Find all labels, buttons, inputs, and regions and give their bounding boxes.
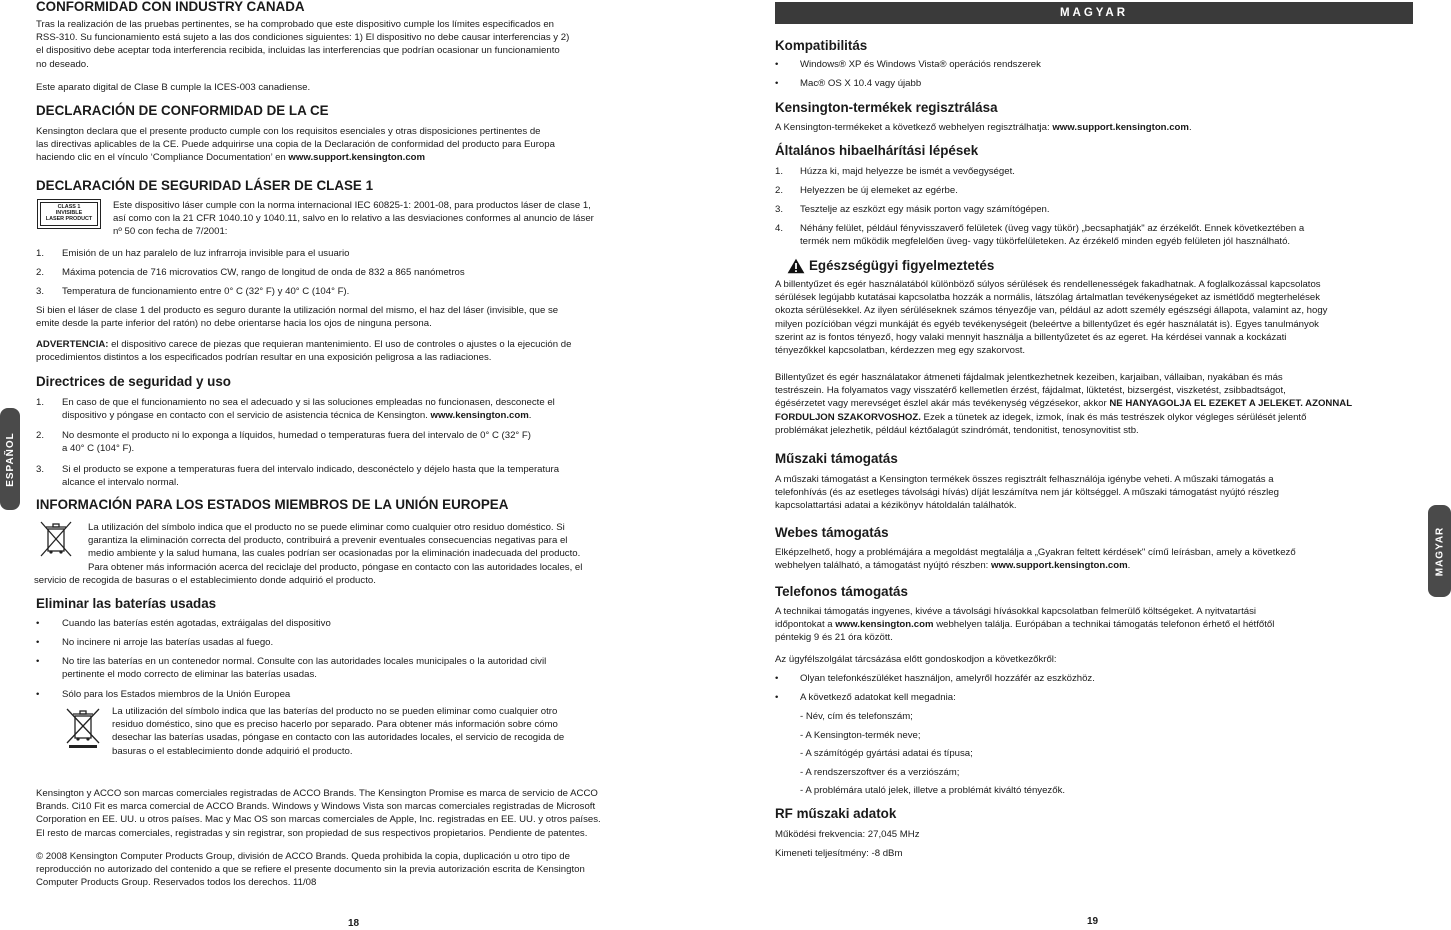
text-line: el dispositivo debe aceptar toda interferencia recibida, incluidas las interferencias que podrían ocasionar un funcionamiento: [36, 45, 560, 57]
left-page: [36, 0, 676, 930]
language-banner: MAGYAR: [775, 2, 1413, 24]
heading-web-support: Webes támogatás: [775, 525, 889, 540]
bullet: •: [775, 78, 779, 89]
tech-support-text: [775, 473, 1415, 513]
text-line: residuo doméstico, sino que es preciso hacerlo por separado. Para obtener más información sobre cómo: [112, 719, 558, 731]
battery-eu-text: [112, 705, 676, 758]
phone-support-intro: Az ügyfélszolgálat tárcsázása előtt gondoskodjon a következőkről:: [775, 654, 1057, 665]
item-number: 1.: [36, 397, 45, 408]
text-line: szerint az is fontos tényező, hogy valaki mennyit használja a billentyűzetet és az egeret. Ha kérdései vannak a kockázati: [775, 331, 1287, 343]
register-text: [775, 121, 1415, 134]
text-span: Ezek a tünetek az idegek, izmok, ínak és más testrészek olykor végleges sérülését jelentő: [920, 411, 1307, 423]
text-line: En caso de que el funcionamiento no sea el adecuado y si las soluciones empleadas no funcionasen, desconecte el: [62, 397, 555, 408]
text-line: Este dispositivo láser cumple con la norma internacional IEC 60825-1: 2001-08, para productos láser de clase 1,: [113, 200, 591, 211]
item-text: [62, 396, 676, 422]
health-text-1: [775, 278, 1415, 357]
warning-bold: FORDULJON SZAKORVOSHOZ.: [775, 411, 921, 423]
crossed-battery-bin-icon: [64, 706, 102, 748]
text-line: [36, 338, 676, 351]
text-span: dispositivo y póngase en contacto con el servicio de asistencia técnica de Kensington.: [62, 410, 431, 422]
sub-item: - A rendszerszoftver és a verziószám;: [800, 767, 960, 778]
heading-eu: INFORMACIÓN PARA LOS ESTADOS MIEMBROS DE LA UNIÓN EUROPEA: [36, 497, 509, 512]
item-number: 2.: [36, 430, 45, 441]
list-item: [36, 396, 676, 424]
text-line: [775, 397, 1415, 410]
warning-label: ADVERTENCIA:: [36, 339, 109, 350]
text-line: [775, 411, 1415, 424]
item-number: 4.: [775, 223, 784, 234]
compliance-link[interactable]: www.support.kensington.com: [288, 152, 426, 164]
text-line: testrészein. Ha folyamatos vagy visszatérő kellemetlen érzést, fájdalmat, lüktetést, bizsergést, viszketést, zsibbadtságot,: [775, 385, 1286, 397]
list-item: [775, 222, 1415, 250]
text-line: nº 50 con fecha de 7/2001:: [113, 226, 228, 238]
text-line: basuras o el establecimiento donde adquirió el producto.: [112, 745, 353, 757]
text-line: Kensington declara que el presente producto cumple con los requisitos esenciales y otras disposiciones pertinentes de: [36, 126, 541, 137]
item-text: Sólo para los Estados miembros de la Unión Europea: [62, 689, 291, 700]
eu-text: [88, 521, 676, 574]
text-line: okozta sérülésekkel. Az ilyen sérüléseknek számos tényezője van, például az adott személy egészségi állapota, valamint az, hogy: [775, 305, 1328, 317]
text-line: El resto de marcas comerciales, registradas y sin registrar, son propiedad de sus respectivos propietarios. Pendiente de patentes.: [36, 827, 588, 839]
laser-text: [113, 199, 676, 239]
heading-phone-support: Telefonos támogatás: [775, 584, 908, 599]
item-text: Helyezzen be új elemeket az egérbe.: [800, 185, 958, 196]
text-span: haciendo clic en el vínculo ‘Compliance Documentation’ en: [36, 152, 289, 164]
item-number: 2.: [36, 267, 45, 278]
side-tab-espanol: [0, 408, 20, 510]
health-text-2: [775, 371, 1415, 437]
text-line: péntekig 9 és 21 óra között.: [775, 632, 893, 644]
item-text: [800, 222, 1415, 248]
text-line: pertinente el modo correcto de eliminar las baterías usadas.: [62, 669, 317, 681]
item-number: 3.: [775, 204, 784, 215]
bullet: •: [36, 689, 40, 700]
item-text: [62, 463, 676, 489]
warning-bold: NE HANYAGOLJA EL EZEKET A JELEKET. AZONNAL: [1109, 398, 1353, 410]
text-line: [36, 151, 676, 164]
text-line: Tras la realización de las pruebas pertinentes, se ha comprobado que este dispositivo cumple los límites especificados en: [36, 19, 554, 30]
list-item: [36, 429, 676, 457]
text-span: .: [528, 410, 532, 422]
text-line: reproducción no autorizado del contenido a que se refiere el presente documento sin la previa autorización escrita de Kensington: [36, 864, 585, 876]
text-span: webhelyen található, a támogatást nyújtó részben:: [775, 560, 991, 572]
text-line: © 2008 Kensington Computer Products Group, división de ACCO Brands. Queda prohibida la copia, duplicación u otro tipo de: [36, 851, 570, 862]
text-line: Si el producto se expone a temperaturas fuera del intervalo indicado, desconéctelo y déjelo hasta que la temperatura: [62, 464, 560, 475]
support-link[interactable]: www.support.kensington.com: [991, 560, 1128, 572]
item-number: 1.: [775, 166, 784, 177]
text-line: No desmonte el producto ni lo exponga a líquidos, humedad o temperaturas fuera del intervalo de 0° C (32° F): [62, 430, 531, 441]
text-line: Corporation en EE. UU. u otros países. Mac y Mac OS son marcas comerciales de Apple, Inc. registradas en EE. UU. y otros países.: [36, 814, 601, 826]
item-text: Tesztelje az eszközt egy másik porton vagy számítógépen.: [800, 204, 1050, 215]
rf-frequency: Működési frekvencia: 27,045 MHz: [775, 829, 920, 840]
text-span: webhelyen találja. Európában a technikai támogatás telefonon érhető el hétfőtől: [933, 619, 1275, 631]
heading-register: Kensington-termékek regisztrálása: [775, 100, 998, 115]
trademarks-text: [36, 787, 676, 840]
item-text: [62, 655, 676, 681]
text-line: garantiza la eliminación correcta del producto, contribuirá a prevenir eventuales consecuencias negativas para el: [88, 535, 568, 547]
text-line: Si bien el láser de clase 1 del producto es seguro durante la utilización normal del mismo, el haz del láser (invisible, que se: [36, 305, 559, 316]
right-page: [775, 0, 1415, 930]
ce-text: [36, 125, 676, 165]
text-line: A billentyűzet és egér használatából különböző súlyos sérülések és rendellenességek fakadhatnak. A foglalkozással kapcsolatos: [775, 279, 1321, 290]
item-number: 1.: [36, 248, 45, 259]
heading-troubleshooting: Általános hibaelhárítási lépések: [775, 143, 979, 158]
text-line: La utilización del símbolo indica que las baterías del producto no se pueden eliminar como cualquier otro: [112, 706, 558, 717]
text-line: [775, 618, 1415, 631]
item-text: Mac® OS X 10.4 vagy újabb: [800, 78, 922, 89]
text-line: [62, 409, 676, 422]
text-span: égésérzetet vagy merevséget észlel akár más tevékenység végzésekor, akkor: [775, 398, 1110, 410]
heading-batteries: Eliminar las baterías usadas: [36, 596, 217, 611]
text-line: tényezőkkel kapcsolatban, kérdezzen meg egy szakorvost.: [775, 345, 1026, 357]
item-text: Cuando las baterías estén agotadas, extráigalas del dispositivo: [62, 618, 331, 629]
item-text: Emisión de un haz paralelo de luz infrarroja invisible para el usuario: [62, 248, 350, 259]
item-text: A következő adatokat kell megadnia:: [800, 692, 956, 703]
bullet: •: [36, 656, 40, 667]
item-number: 3.: [36, 464, 45, 475]
badge-line: LASER PRODUCT: [45, 216, 93, 223]
crossed-bin-icon: [38, 519, 74, 559]
text-line: problémákat jelezhetik, például kéztőalagút szindrómát, tendonitist, tenosynovitist stb.: [775, 424, 1139, 436]
item-number: 2.: [775, 185, 784, 196]
text-line: procedimientos distintos a los especificados podrían resultar en una exposición peligrosa a las radiaciones.: [36, 352, 492, 364]
sub-item: - A számítógép gyártási adatai és típusa;: [800, 748, 973, 759]
item-number: 3.: [36, 286, 45, 297]
item-text: [62, 429, 676, 455]
text-line: las directivas aplicables de la CE. Puede adquirirse una copia de la Declaración de conformidad del producto para Europa: [36, 139, 555, 151]
text-line: no deseado.: [36, 58, 89, 70]
laser-warning: [36, 338, 676, 364]
text-line: A műszaki támogatást a Kensington termékek összes regisztrált felhasználója igénybe veheti. A műszaki támogatás a: [775, 474, 1274, 485]
text-line: termék nem működik megfelelően üveg- vagy tükörfelületeken. Az érzékelő minden egyéb felületen jól használható.: [800, 236, 1291, 248]
text-line: desechar las baterías usadas, póngase en contacto con las autoridades locales, el servicio de recogida de: [112, 732, 565, 744]
text-line: [775, 559, 1415, 572]
sub-item: - Név, cím és telefonszám;: [800, 711, 913, 722]
text-line: así como con la 21 CFR 1040.10 y 1040.11, salvo en lo relativo a las desviaciones conformes al anuncio de láser: [113, 213, 594, 225]
text-line: Elképzelhető, hogy a problémájára a megoldást megtalálja a „Gyakran feltett kérdések" című leírásban, amely a következő: [775, 547, 1296, 558]
bullet: •: [36, 637, 40, 648]
item-text: No incinere ni arroje las baterías usadas al fuego.: [62, 637, 274, 648]
bullet: •: [775, 673, 779, 684]
heading-laser: DECLARACIÓN DE SEGURIDAD LÁSER DE CLASE 1: [36, 178, 374, 193]
text-span: .: [1127, 560, 1131, 572]
text-line: La utilización del símbolo indica que el producto no se puede eliminar como cualquier otro residuo doméstico. Si: [88, 522, 565, 533]
industry-canada-text: [36, 18, 676, 71]
text-line: No tire las baterías en un contenedor normal. Consulte con las autoridades locales municipales o la autoridad civil: [62, 656, 547, 667]
text-span: .: [1188, 122, 1192, 133]
text-span: el dispositivo carece de piezas que requieran mantenimiento. El uso de controles o ajustes o la ejecución de: [108, 339, 572, 350]
side-tab-magyar: [1428, 505, 1451, 597]
item-text: Windows® XP és Windows Vista® operációs rendszerek: [800, 59, 1041, 70]
list-item: [36, 463, 676, 491]
page-number: 18: [348, 918, 360, 929]
heading-tech-support: Műszaki támogatás: [775, 451, 898, 466]
heading-ce: DECLARACIÓN DE CONFORMIDAD DE LA CE: [36, 103, 329, 118]
text-line: Kensington y ACCO son marcas comerciales registradas de ACCO Brands. The Kensington Promise es marca de servicio de ACCO: [36, 788, 598, 799]
rf-power: Kimeneti teljesítmény: -8 dBm: [775, 848, 903, 859]
side-tab-label: ESPAÑOL: [4, 431, 16, 487]
text-line: Para obtener más información acerca del reciclaje del producto, póngase en contacto con las autoridades locales, el: [88, 561, 583, 573]
page-number: 19: [1087, 916, 1099, 927]
item-text: Temperatura de funcionamiento entre 0° C (32° F) y 40° C (104° F).: [62, 286, 350, 297]
web-support-text: [775, 546, 1415, 572]
register-link[interactable]: www.support.kensington.com: [1052, 122, 1189, 133]
kensington-link[interactable]: www.kensington.com: [835, 619, 934, 631]
text-line: milyen pozícióban végzi munkáját és egyéb tevékenységeit (beleértve a billentyűzet és egér használatát is). Egyes tanulmányok: [775, 318, 1319, 330]
heading-safety: Directrices de seguridad y uso: [36, 374, 231, 389]
eu-text-last: servicio de recogida de basuras o el establecimiento donde adquirió el producto.: [34, 575, 376, 586]
item-text: Olyan telefonkészüléket használjon, amelyről hozzáfér az eszközhöz.: [800, 673, 1095, 684]
text-line: A technikai támogatás ingyenes, kivéve a távolsági hívásokkal kapcsolatban felmerülő költségeket. A nyitvatartási: [775, 606, 1257, 617]
text-line: alcance el intervalo normal.: [62, 477, 179, 489]
laser-note: [36, 304, 676, 330]
kensington-link[interactable]: www.kensington.com: [430, 410, 529, 422]
phone-support-text: [775, 605, 1415, 645]
text-line: Brands. Ci10 Fit es marca comercial de ACCO Brands. Windows y Windows Vista son marcas comerciales registradas de Microsoft: [36, 801, 596, 813]
warning-icon: [787, 258, 805, 274]
text-line: a 40° C (104° F).: [62, 443, 135, 455]
text-line: Néhány felület, például fényvisszaverő felületek (üveg vagy tükör) „becsaphatják" az érzékelőt. Ennek következtében a: [800, 223, 1305, 234]
text-line: sérülések legújabb kutatásai kapcsolatba hozzák a normális, látszólag ártalmatlan tevékenységeket az ismétlődő megterhelések: [775, 292, 1321, 304]
side-tab-label: MAGYAR: [1434, 526, 1445, 576]
heading-compatibility: Kompatibilitás: [775, 38, 868, 53]
badge-line: CLASS 1: [57, 204, 81, 210]
bullet: •: [36, 618, 40, 629]
text-line: Billentyűzet és egér használatakor átmeneti fájdalmak jelentkezhetnek kezeiben, karjaiban, vállaiban, nyakában és más: [775, 372, 1283, 383]
text-span: A Kensington-termékeket a következő webhelyen regisztrálhatja:: [775, 122, 1053, 133]
sub-item: - A Kensington-termék neve;: [800, 730, 921, 741]
text-line: kapcsolattartási adatai a kézikönyv hátoldalán találhatók.: [775, 500, 1017, 512]
text-span: időpontokat a: [775, 619, 836, 631]
item-text: Húzza ki, majd helyezze be ismét a vevőegységet.: [800, 166, 1015, 177]
list-item: [36, 655, 676, 683]
heading-rf: RF műszaki adatok: [775, 806, 897, 821]
text-line: RSS-310. Su funcionamiento está sujeto a las dos condiciones siguientes: 1) El dispositivo no debe causar interferencias y 2): [36, 32, 570, 44]
text-line: medio ambiente y la salud humana, las cuales podrían ser ocasionadas por la eliminación inadecuada del producto.: [88, 548, 581, 560]
class-b-text: Este aparato digital de Clase B cumple la ICES-003 canadiense.: [36, 82, 311, 93]
bullet: •: [775, 59, 779, 70]
text-line: Computer Products Group. Reservados todos los derechos. 11/08: [36, 877, 317, 889]
laser-class-badge: [37, 199, 101, 229]
sub-item: - A problémára utaló jelek, illetve a problémát kiváltó tényezők.: [800, 785, 1066, 796]
bullet: •: [775, 692, 779, 703]
copyright-text: [36, 850, 676, 890]
item-text: Máxima potencia de 716 microvatios CW, rango de longitud de onda de 832 a 865 nanómetros: [62, 267, 465, 278]
heading-health-warning: Egészségügyi figyelmeztetés: [809, 258, 995, 273]
heading-industry-canada: CONFORMIDAD CON INDUSTRY CANADA: [36, 0, 305, 14]
text-line: emite desde la parte inferior del ratón) no debe orientarse hacia los ojos de ninguna persona.: [36, 318, 432, 330]
text-line: telefonhívás (és az esetleges távolsági hívás) díját leszámítva nem jár költséggel. A műszaki támogatást nyújtó részleg: [775, 487, 1279, 499]
badge-line: INVISIBLE: [55, 210, 83, 217]
